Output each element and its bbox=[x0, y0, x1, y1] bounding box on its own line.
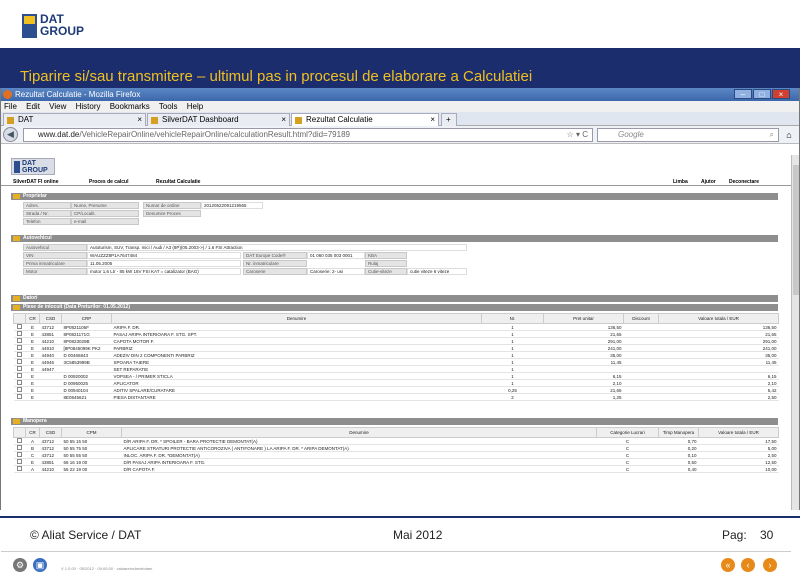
table-cell: SPOARA TAIERE bbox=[112, 359, 482, 366]
expand-icon[interactable] bbox=[13, 194, 20, 199]
table-cell: 2 bbox=[482, 394, 544, 401]
table-row[interactable] bbox=[14, 359, 779, 366]
app-logo-line2: GROUP bbox=[22, 167, 48, 174]
table-cell: C bbox=[26, 452, 40, 459]
table-cell: A bbox=[26, 438, 40, 445]
table-cell: 50 55 75 50 bbox=[62, 445, 122, 452]
table-cell: 5,00 bbox=[699, 445, 779, 452]
table-cell: 291,00 bbox=[659, 338, 779, 345]
firefox-icon bbox=[3, 90, 12, 99]
table-cell: VOPSEA - / PRIMER STICLA bbox=[112, 373, 482, 380]
status-text: V 1.0.00 · 05/2012 · 00:00:00 · valoareincheietotam bbox=[61, 566, 153, 571]
table-cell: PARBRIZ bbox=[112, 345, 482, 352]
table-cell: 21,65 bbox=[544, 387, 624, 394]
table-row[interactable] bbox=[14, 338, 779, 345]
row-checkbox[interactable] bbox=[17, 394, 22, 399]
menu-bar bbox=[1, 101, 799, 112]
table-cell: D 00950025 bbox=[62, 380, 112, 387]
maximize-button[interactable]: □ bbox=[753, 89, 771, 99]
app-logo bbox=[11, 158, 55, 175]
table-cell: SET REPARATIE bbox=[112, 366, 482, 373]
close-tab-icon[interactable]: × bbox=[137, 115, 142, 124]
close-tab-icon[interactable]: × bbox=[430, 115, 435, 124]
table-cell: 50 55 55 50 bbox=[62, 452, 122, 459]
table-cell: 43851 bbox=[40, 331, 62, 338]
table-row[interactable] bbox=[14, 452, 779, 459]
table-cell: 0,25 bbox=[482, 387, 544, 394]
value-vin: WAUZZZ8P1A7647484 bbox=[87, 252, 241, 259]
value-numar-ordine: 20120522091219565 bbox=[201, 202, 263, 209]
label-caroserie: Caroserie bbox=[243, 268, 307, 275]
label-adresa: Adres. bbox=[23, 202, 71, 209]
url-path: /VehicleRepairOnline/vehicleRepairOnline/calculationResult.html?did=79189 bbox=[79, 130, 350, 139]
row-checkbox[interactable] bbox=[17, 366, 22, 371]
table-cell bbox=[40, 387, 62, 394]
menu-view[interactable]: View bbox=[49, 102, 67, 111]
table-row[interactable] bbox=[14, 352, 779, 359]
table-cell bbox=[624, 331, 659, 338]
label-kba: KBA bbox=[365, 252, 407, 259]
table-cell: 0,20 bbox=[659, 445, 699, 452]
label-motor: Motor bbox=[23, 268, 87, 275]
tab-dat[interactable] bbox=[3, 113, 146, 126]
table-cell: E bbox=[26, 324, 40, 331]
col-valoare: Valoare totala / EUR bbox=[659, 314, 779, 324]
url-field[interactable] bbox=[23, 128, 593, 142]
table-cell: 136,50 bbox=[659, 324, 779, 331]
logo-line2: GROUP bbox=[40, 24, 85, 38]
table-cell: 1 bbox=[482, 331, 544, 338]
table-row[interactable] bbox=[14, 387, 779, 394]
url-domain: www.dat.de bbox=[38, 130, 80, 139]
row-checkbox[interactable] bbox=[17, 345, 22, 350]
app-logo-line1: DAT bbox=[22, 160, 36, 167]
col-cr: CR bbox=[26, 314, 40, 324]
table-cell bbox=[624, 345, 659, 352]
label-autovehicul: Autovehicul bbox=[23, 244, 87, 251]
table-cell: 35,00 bbox=[544, 352, 624, 359]
table-cell: PASAJ ARIPA INTERIOARA F. STG. SPT. bbox=[112, 331, 482, 338]
table-cell: D 00920002 bbox=[62, 373, 112, 380]
logo-line1: DAT bbox=[40, 12, 64, 26]
table-cell: E bbox=[26, 359, 40, 366]
bottom-toolbar bbox=[1, 551, 791, 577]
value-prima-inmatriculare: 11.05.2005 bbox=[87, 260, 241, 267]
value-autovehicul: Autoturism, SUV, Transp. mici / Audi / A3 (8P)(05.2003->) / 1.6 FSI Attraction bbox=[87, 244, 467, 251]
row-checkbox[interactable] bbox=[17, 466, 22, 471]
table-cell: 291,00 bbox=[544, 338, 624, 345]
table-cell: 44210 bbox=[40, 466, 62, 473]
table-cell: 8P0823029B bbox=[62, 338, 112, 345]
table-cell: E bbox=[26, 459, 40, 466]
row-checkbox[interactable] bbox=[17, 331, 22, 336]
table-cell: [8P0845099K PK2 bbox=[62, 345, 112, 352]
table-row[interactable] bbox=[14, 466, 779, 473]
col-cr: CR bbox=[26, 428, 40, 438]
expand-icon[interactable] bbox=[13, 296, 20, 301]
footer bbox=[0, 516, 800, 553]
table-cell: 66 16 19 00 bbox=[62, 459, 122, 466]
menu-edit[interactable]: Edit bbox=[26, 102, 40, 111]
table-cell: 35,00 bbox=[659, 352, 779, 359]
slide-title: Tiparire si/sau transmitere – ultimul pas in procesul de elaborare a Calculatiei bbox=[20, 68, 533, 85]
table-row[interactable] bbox=[14, 324, 779, 331]
table-cell: 0,40 bbox=[659, 466, 699, 473]
row-checkbox[interactable] bbox=[17, 459, 22, 464]
tab-label: SilverDAT Dashboard bbox=[162, 115, 239, 124]
menu-history[interactable]: History bbox=[75, 102, 101, 111]
row-checkbox[interactable] bbox=[17, 438, 22, 443]
col-discount: Discount bbox=[624, 314, 659, 324]
label-prima-inmatriculare: Prima inmatriculare bbox=[23, 260, 87, 267]
table-cell: 1 bbox=[482, 338, 544, 345]
table-cell: 1 bbox=[482, 380, 544, 387]
table-cell: C bbox=[597, 445, 659, 452]
table-row[interactable] bbox=[14, 445, 779, 452]
table-cell: 44947 bbox=[40, 366, 62, 373]
table-cell: ADITIV SPALARE/CURATARE bbox=[112, 387, 482, 394]
value-motor: motor 1,6 Ltr - 85 kW 16V FSI KAT = catalizator (BAG) bbox=[87, 268, 241, 275]
table-cell bbox=[624, 324, 659, 331]
table-cell: 2,10 bbox=[544, 380, 624, 387]
next-icon[interactable]: › bbox=[763, 558, 777, 572]
parts-header-row bbox=[14, 314, 779, 324]
table-cell: 6,15 bbox=[544, 373, 624, 380]
label-vin: VIN bbox=[23, 252, 87, 259]
table-cell: 6,15 bbox=[659, 373, 779, 380]
table-cell bbox=[624, 394, 659, 401]
footer-copyright: © Aliat Service / DAT bbox=[30, 528, 142, 542]
table-cell: 44910 bbox=[40, 345, 62, 352]
value-cutie-viteze: cutie viteze 6 viteze bbox=[407, 268, 467, 275]
table-cell bbox=[624, 366, 659, 373]
settings-icon[interactable]: ⚙ bbox=[13, 558, 27, 572]
home-icon[interactable]: ⌂ bbox=[786, 130, 792, 140]
table-cell: D 00940104 bbox=[62, 387, 112, 394]
row-checkbox[interactable] bbox=[17, 324, 22, 329]
table-cell: 241,00 bbox=[659, 345, 779, 352]
table-cell bbox=[624, 352, 659, 359]
table-cell: INLOC. ARIPA F. DR. *DEMONTAT(A) bbox=[122, 452, 597, 459]
tab-rezultat-calculatie[interactable] bbox=[291, 113, 439, 126]
window-title: Rezultat Calculatie - Mozilla Firefox bbox=[15, 90, 141, 99]
table-cell: C bbox=[597, 452, 659, 459]
label-email: e-mail bbox=[71, 218, 139, 225]
value-dat-code: 01 060 035 003 0001 bbox=[307, 252, 365, 259]
menu-tools[interactable]: Tools bbox=[158, 102, 178, 111]
search-field[interactable] bbox=[597, 128, 779, 142]
logo-mark bbox=[22, 14, 37, 38]
col-valoare: Valoare totala / EUR bbox=[699, 428, 779, 438]
nav-limba[interactable]: Limba bbox=[673, 179, 688, 185]
table-cell: 2,10 bbox=[659, 380, 779, 387]
table-cell bbox=[624, 373, 659, 380]
table-cell: ADEZIV DIN 2 COMPONENTI PARBRIZ bbox=[112, 352, 482, 359]
table-cell: 8E0845621 bbox=[62, 394, 112, 401]
col-denumire: Denumire bbox=[112, 314, 482, 324]
table-cell: 12,50 bbox=[699, 459, 779, 466]
label-nr-inmatriculare: Nr. inmatriculare bbox=[243, 260, 307, 267]
back-arrow-icon[interactable]: ◀ bbox=[3, 127, 18, 142]
table-cell: 1 bbox=[482, 366, 544, 373]
table-row[interactable] bbox=[14, 380, 779, 387]
table-cell: A bbox=[26, 466, 40, 473]
table-cell: 10,00 bbox=[699, 466, 779, 473]
tab-label: Rezultat Calculatie bbox=[306, 115, 373, 124]
table-cell: 0,10 bbox=[659, 452, 699, 459]
back-icon[interactable]: ‹ bbox=[741, 558, 755, 572]
col-nr: Nr. bbox=[482, 314, 544, 324]
table-cell: E bbox=[26, 394, 40, 401]
table-cell: 11,45 bbox=[659, 359, 779, 366]
row-checkbox[interactable] bbox=[17, 452, 22, 457]
table-row[interactable] bbox=[14, 459, 779, 466]
col-pret: Pret unitar bbox=[544, 314, 624, 324]
expand-icon[interactable] bbox=[13, 419, 20, 424]
table-cell: 0,70 bbox=[659, 438, 699, 445]
label-denumire-proces: Denumire Proces bbox=[143, 210, 201, 217]
menu-file[interactable]: File bbox=[4, 102, 17, 111]
favicon-icon bbox=[7, 117, 14, 124]
table-cell: C bbox=[597, 466, 659, 473]
label-strada: Strada / Nr. bbox=[23, 210, 71, 217]
table-cell: C bbox=[597, 459, 659, 466]
col-categorie: Categorie Lucrari bbox=[597, 428, 659, 438]
table-cell: 1 bbox=[482, 345, 544, 352]
table-cell: 17,50 bbox=[699, 438, 779, 445]
table-cell: 44940 bbox=[40, 352, 62, 359]
table-cell: CAPOTA MOTOR F. bbox=[112, 338, 482, 345]
close-button[interactable]: × bbox=[772, 89, 790, 99]
table-cell: APLICATOR bbox=[112, 380, 482, 387]
breadcrumb bbox=[1, 177, 791, 186]
table-cell: 43712 bbox=[40, 452, 62, 459]
table-cell: D/R PASAJ ARIPA INTERIOARA F. STG. bbox=[122, 459, 597, 466]
table-cell: E bbox=[26, 331, 40, 338]
table-cell: APLICARE STRATURI PROTECTIE ANTICOROZIVA ( ANTIFONARE ) LA ARIPA F. DR. * ARIPA DEMONTAT(A) bbox=[122, 445, 597, 452]
table-cell: 5,42 bbox=[659, 387, 779, 394]
table-cell: E bbox=[26, 352, 40, 359]
favicon-icon bbox=[295, 117, 302, 124]
table-cell: ARIPA F. DR. bbox=[112, 324, 482, 331]
table-cell: 0,50 bbox=[659, 459, 699, 466]
table-cell: E bbox=[26, 387, 40, 394]
print-icon[interactable]: ▣ bbox=[33, 558, 47, 572]
search-icon[interactable]: ⌕ bbox=[769, 130, 774, 139]
footer-date: Mai 2012 bbox=[393, 528, 443, 542]
row-checkbox[interactable] bbox=[17, 359, 22, 364]
table-cell bbox=[62, 366, 112, 373]
table-cell: E bbox=[26, 345, 40, 352]
table-cell: 136,50 bbox=[544, 324, 624, 331]
value-caroserie: Caroserie: 2- usi bbox=[307, 268, 365, 275]
scroll-thumb[interactable] bbox=[793, 165, 799, 295]
table-cell: 8P0821106F bbox=[62, 324, 112, 331]
tab-strip bbox=[1, 112, 799, 126]
col-denumire: Denumire bbox=[122, 428, 597, 438]
table-row[interactable] bbox=[14, 331, 779, 338]
table-row[interactable] bbox=[14, 438, 779, 445]
nav-proces-calcul[interactable]: Proces de calcul bbox=[89, 179, 129, 185]
table-cell: 8P0821171G bbox=[62, 331, 112, 338]
nav-silverdat[interactable]: SilverDAT FI online bbox=[13, 179, 59, 185]
section-manopera[interactable]: Manopera bbox=[11, 418, 778, 425]
row-checkbox[interactable] bbox=[17, 352, 22, 357]
label-cutie-viteze: Cutie-viteze bbox=[365, 268, 407, 275]
section-autovehicul[interactable]: Autovehicul bbox=[11, 235, 778, 242]
table-cell: E bbox=[26, 380, 40, 387]
new-tab-button[interactable]: + bbox=[441, 113, 457, 126]
menu-bookmarks[interactable]: Bookmarks bbox=[109, 102, 150, 111]
table-cell: D/R CAPOTA F. bbox=[122, 466, 597, 473]
table-cell: 43712 bbox=[40, 438, 62, 445]
table-cell: 2,50 bbox=[659, 394, 779, 401]
col-csd: CSD bbox=[40, 428, 62, 438]
section-proprietar[interactable]: Proprietar bbox=[11, 193, 778, 200]
table-cell bbox=[40, 394, 62, 401]
title-band bbox=[0, 48, 800, 88]
label-numar-ordine: Numar de ordine bbox=[143, 202, 201, 209]
search-placeholder: Google bbox=[618, 130, 644, 139]
label-dat-code: DAT Europe Code® bbox=[243, 252, 307, 259]
table-cell: 43851 bbox=[40, 459, 62, 466]
table-cell bbox=[40, 380, 62, 387]
table-cell: 3C5853999B bbox=[62, 359, 112, 366]
table-cell: 21,65 bbox=[659, 331, 779, 338]
reload-icon[interactable]: ☆ ▾ C bbox=[566, 130, 588, 139]
close-tab-icon[interactable]: × bbox=[281, 115, 286, 124]
col-cpm: CPM bbox=[62, 428, 122, 438]
label-telefon: Telefon bbox=[23, 218, 71, 225]
parts-table bbox=[13, 313, 779, 401]
table-cell bbox=[40, 373, 62, 380]
table-cell: 1 bbox=[482, 352, 544, 359]
tab-label: DAT bbox=[18, 115, 34, 124]
favicon-icon bbox=[151, 117, 158, 124]
row-checkbox[interactable] bbox=[17, 387, 22, 392]
table-cell: PIESA DISTANTARE bbox=[112, 394, 482, 401]
nav-rezultat[interactable]: Rezultat Calculatie bbox=[156, 179, 201, 185]
first-page-icon[interactable]: « bbox=[721, 558, 735, 572]
table-cell: 44210 bbox=[40, 338, 62, 345]
navigation-bar bbox=[1, 126, 799, 144]
footer-page-number: 30 bbox=[760, 528, 774, 542]
row-checkbox[interactable] bbox=[17, 380, 22, 385]
menu-help[interactable]: Help bbox=[186, 102, 204, 111]
label-nume: Nume, Prenume bbox=[71, 202, 139, 209]
labour-header-row bbox=[14, 428, 779, 438]
nav-ajutor[interactable]: Ajutor bbox=[701, 179, 716, 185]
table-cell: E bbox=[26, 373, 40, 380]
labour-table bbox=[13, 427, 779, 473]
table-row[interactable] bbox=[14, 366, 779, 373]
table-cell: C bbox=[597, 438, 659, 445]
table-cell: 1 bbox=[482, 373, 544, 380]
row-checkbox[interactable] bbox=[17, 445, 22, 450]
table-cell: 21,65 bbox=[544, 331, 624, 338]
table-cell bbox=[544, 366, 624, 373]
col-csd: CSD bbox=[40, 314, 62, 324]
footer-page-label: Pag: bbox=[722, 528, 747, 542]
table-cell: E bbox=[26, 366, 40, 373]
expand-icon[interactable] bbox=[13, 236, 20, 241]
table-cell: B bbox=[26, 445, 40, 452]
expand-icon[interactable] bbox=[13, 305, 20, 310]
col-timp: Timp Manopera bbox=[659, 428, 699, 438]
label-cp: CP/Localit. bbox=[71, 210, 139, 217]
table-cell: 11,45 bbox=[544, 359, 624, 366]
table-row[interactable] bbox=[14, 373, 779, 380]
table-cell bbox=[624, 359, 659, 366]
label-rulaj: Rulaj bbox=[365, 260, 407, 267]
window-titlebar bbox=[1, 88, 799, 101]
table-cell: 1 bbox=[482, 324, 544, 331]
row-checkbox[interactable] bbox=[17, 373, 22, 378]
table-row[interactable] bbox=[14, 345, 779, 352]
scrollbar[interactable] bbox=[791, 155, 799, 510]
nav-deconectare[interactable]: Deconectare bbox=[729, 179, 760, 185]
minimize-button[interactable]: – bbox=[734, 89, 752, 99]
table-cell: D/R ARIPA F. DR. * SPOILER - BARA PROTECTIE DEMONTAT(A) bbox=[122, 438, 597, 445]
table-cell: 44946 bbox=[40, 359, 62, 366]
table-cell: 241,00 bbox=[544, 345, 624, 352]
table-cell: 2,50 bbox=[699, 452, 779, 459]
table-cell: 1 bbox=[482, 359, 544, 366]
table-cell: E bbox=[26, 338, 40, 345]
table-cell: D 00466843 bbox=[62, 352, 112, 359]
tab-dashboard[interactable] bbox=[147, 113, 290, 126]
table-cell: 55 22 19 00 bbox=[62, 466, 122, 473]
table-cell bbox=[624, 380, 659, 387]
row-checkbox[interactable] bbox=[17, 338, 22, 343]
table-cell: 43712 bbox=[40, 445, 62, 452]
table-cell: 50 55 15 50 bbox=[62, 438, 122, 445]
table-row[interactable] bbox=[14, 394, 779, 401]
section-piese[interactable]: Piese de inlocuit (Data Preturilor: 01.05.2012) bbox=[11, 304, 778, 311]
table-cell: 43712 bbox=[40, 324, 62, 331]
table-cell bbox=[624, 387, 659, 394]
section-datori[interactable]: Datori bbox=[11, 295, 778, 302]
table-cell bbox=[624, 338, 659, 345]
table-cell bbox=[659, 366, 779, 373]
col-crp: CRP bbox=[62, 314, 112, 324]
table-cell: 1,25 bbox=[544, 394, 624, 401]
